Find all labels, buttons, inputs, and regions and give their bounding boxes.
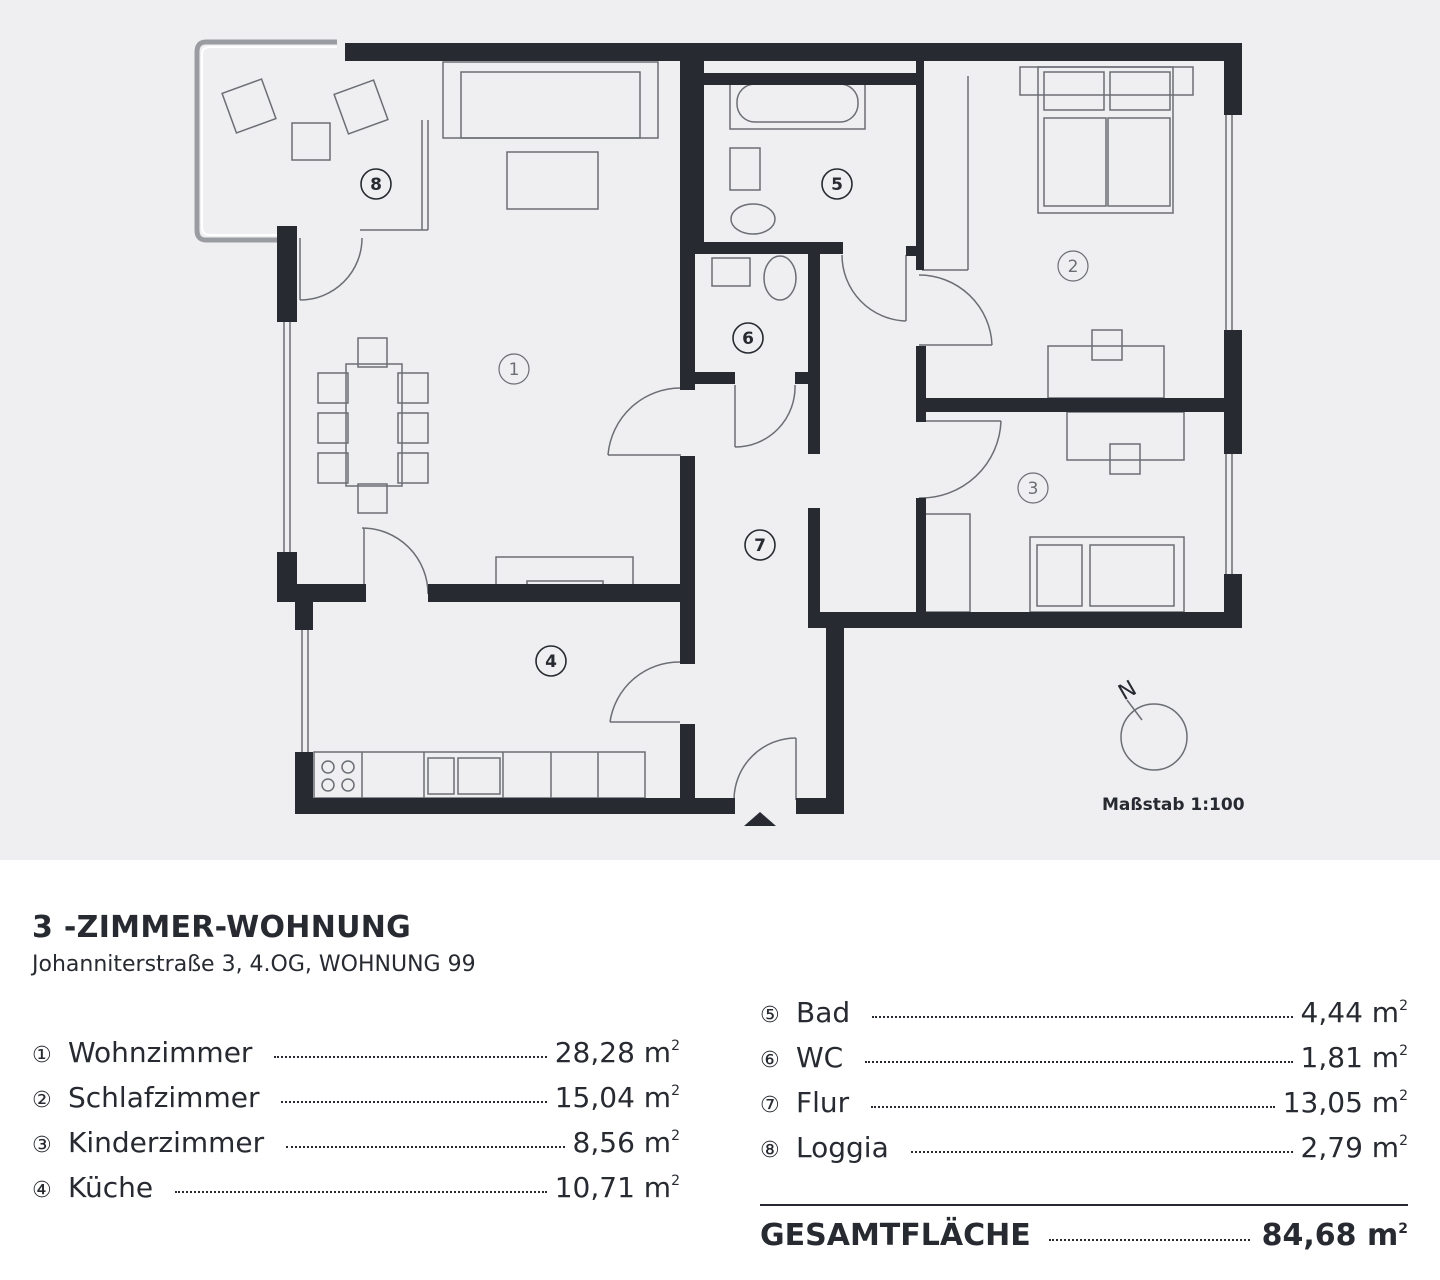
dot-leader — [1049, 1239, 1250, 1241]
dot-leader — [871, 1106, 1275, 1108]
room-area-value: 2,79 $m^2$ — [1300, 1131, 1408, 1164]
room-area-row — [32, 1126, 680, 1171]
total-label: GESAMTFLÄCHE — [760, 1218, 1031, 1253]
room-number: ① — [32, 1043, 52, 1068]
room-name: Schlafzimmer — [68, 1081, 260, 1114]
dot-leader — [911, 1151, 1293, 1153]
room-area-row — [760, 996, 1408, 1041]
room-area-value: 4,44 $m^2$ — [1300, 996, 1408, 1029]
dot-leader — [274, 1056, 546, 1058]
room-list-left — [32, 1036, 680, 1216]
room-marker-number: 2 — [1067, 257, 1079, 277]
room-name: Kinderzimmer — [68, 1126, 265, 1159]
room-number: ③ — [32, 1133, 52, 1158]
total-area-row — [760, 1218, 1408, 1253]
room-area-value: 8,56 $m^2$ — [572, 1126, 680, 1159]
room-marker-number: 1 — [508, 360, 520, 380]
room-area-value: 15,04 $m^2$ — [554, 1081, 680, 1114]
total-area-value: 84,68 $m^2$ — [1261, 1218, 1408, 1253]
room-area-row — [32, 1036, 680, 1081]
room-number: ② — [32, 1088, 52, 1113]
room-marker-number: 5 — [831, 175, 843, 195]
room-marker-number: 6 — [742, 329, 754, 349]
furniture — [197, 42, 1232, 800]
room-area-row — [760, 1041, 1408, 1086]
room-area-row — [760, 1086, 1408, 1131]
room-area-value: 28,28 $m^2$ — [554, 1036, 680, 1069]
compass-north-label: N — [1114, 676, 1142, 706]
apartment-address: Johanniterstraße 3, 4.OG, WOHNUNG 99 — [32, 952, 476, 977]
apartment-title: 3 -ZIMMER-WOHNUNG — [32, 910, 412, 945]
room-area-row — [32, 1171, 680, 1216]
room-number: ④ — [32, 1178, 52, 1203]
dot-leader — [175, 1191, 547, 1193]
scale-label: Maßstab 1:100 — [1102, 795, 1245, 815]
room-area-value: 13,05 $m^2$ — [1282, 1086, 1408, 1119]
room-number: ⑦ — [760, 1093, 780, 1118]
dot-leader — [281, 1101, 546, 1103]
room-name: Flur — [796, 1086, 850, 1119]
room-area-row — [760, 1131, 1408, 1176]
room-number: ⑤ — [760, 1003, 780, 1028]
apartment-info — [0, 860, 1440, 1280]
room-number: ⑥ — [760, 1048, 780, 1073]
room-name: WC — [796, 1041, 844, 1074]
room-list-right — [760, 996, 1408, 1176]
total-divider — [760, 1204, 1408, 1206]
room-name: Wohnzimmer — [68, 1036, 253, 1069]
dot-leader — [865, 1061, 1292, 1063]
dot-leader — [286, 1146, 564, 1148]
room-number: ⑧ — [760, 1138, 780, 1163]
dot-leader — [872, 1016, 1292, 1018]
room-area-value: 1,81 $m^2$ — [1300, 1041, 1408, 1074]
room-name: Loggia — [796, 1131, 889, 1164]
room-name: Küche — [68, 1171, 154, 1204]
room-name: Bad — [796, 996, 851, 1029]
room-area-row — [32, 1081, 680, 1126]
room-area-value: 10,71 $m^2$ — [554, 1171, 680, 1204]
room-marker-number: 7 — [754, 536, 766, 556]
room-marker-number: 4 — [545, 652, 557, 672]
room-marker-number: 8 — [370, 175, 382, 195]
room-marker-number: 3 — [1027, 479, 1039, 499]
